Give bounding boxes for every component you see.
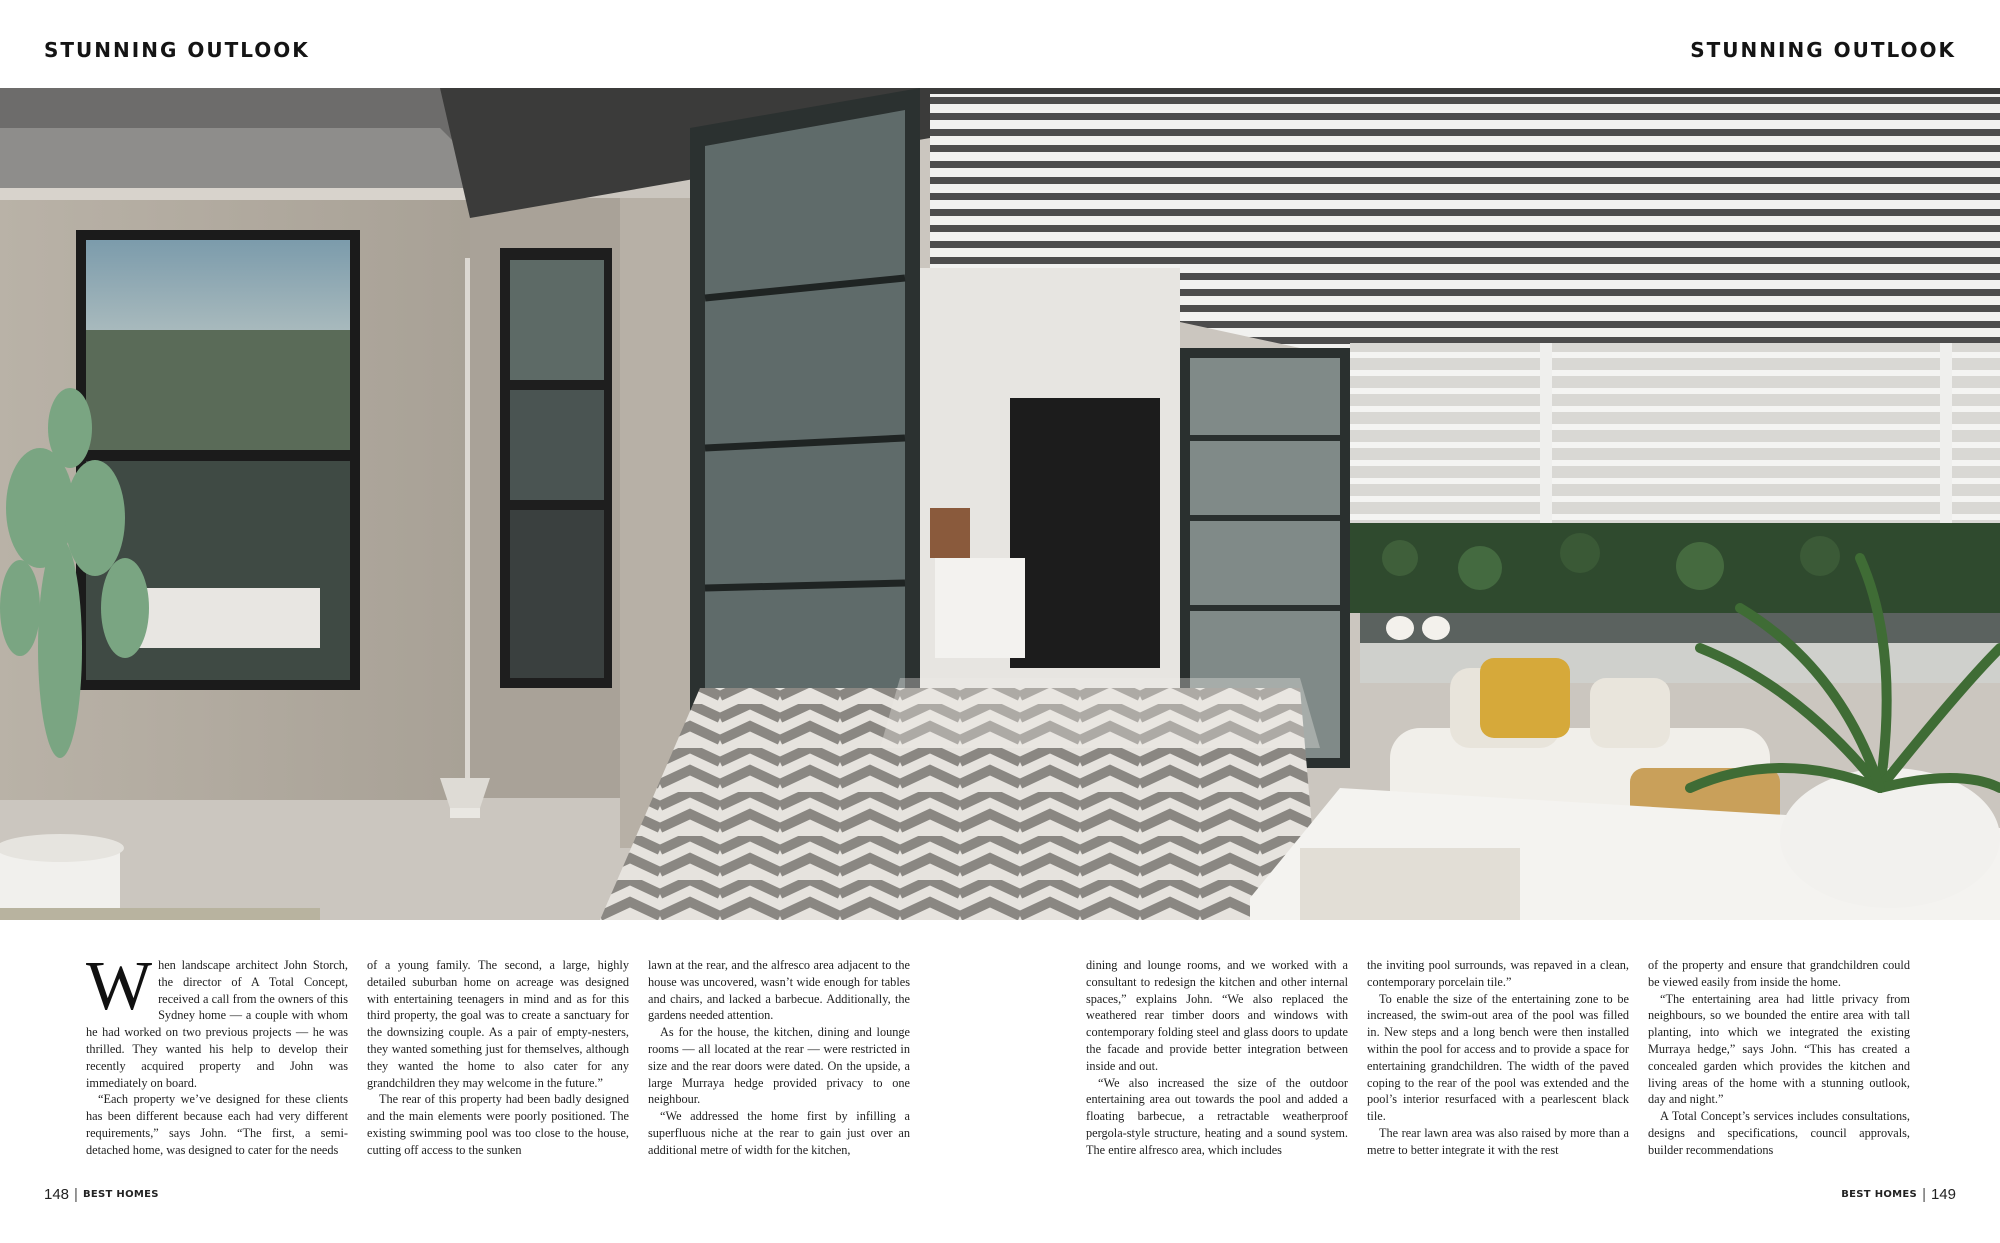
folio-separator: |: [1922, 1186, 1926, 1203]
article-paragraph: of the property and ensure that grandchildren could be viewed easily from inside the home.: [1648, 958, 1910, 989]
folio-right: [1841, 1186, 1956, 1203]
page-number: 148: [44, 1186, 70, 1203]
article-paragraph: The rear of this property had been badly designed and the main elements were poorly positioned. The existing swimming pool was too close to the house, cutting off access to the sunken: [367, 1092, 629, 1157]
article-paragraph: the inviting pool surrounds, was repaved in a clean, contemporary porcelain tile.”: [1367, 958, 1629, 989]
magazine-name: BEST HOMES: [82, 1189, 159, 1200]
article-column-2: [367, 957, 629, 1162]
article-paragraph: “Each property we’ve designed for these clients has been different because each had very different requirements,” says John. “The first, a semi-detached home, was designed to cater for the needs: [86, 1092, 348, 1157]
folio-separator: |: [74, 1186, 78, 1203]
article-column-1: [86, 957, 348, 1162]
article-column-6: [1648, 957, 1910, 1162]
article-column-5: [1367, 957, 1629, 1162]
article-paragraph: “We addressed the home first by infilling a superfluous niche at the rear to gain just over an additional metre of width for the kitchen,: [648, 1109, 910, 1157]
article-paragraph: of a young family. The second, a large, highly detailed suburban home on acreage was designed with entertaining teenagers in mind and as for this third property, the goal was to create a sanctuary for the downsizing couple. As a pair of empty-nesters, they wanted something just for themselves, although they wanted the home to also cater for any grandchildren they may welcome in the future.”: [367, 958, 629, 1090]
folio-left: [44, 1186, 159, 1203]
section-title-right: STUNNING OUTLOOK: [1690, 38, 1956, 62]
feature-photo: [0, 88, 2000, 920]
article-paragraph: When landscape architect John Storch, the director of A Total Concept, received a call from the owners of this Sydney home — a couple with whom he had worked on two previous projects — he was thrilled. They wanted his help to develop their recently acquired property and John was immediately on board.: [86, 957, 348, 1090]
page-number: 149: [1930, 1186, 1956, 1203]
article-paragraph: dining and lounge rooms, and we worked with a consultant to redesign the kitchen and other internal spaces,” explains John. “We also replaced the weathered rear timber doors and windows with contemporary folding steel and glass doors to update the facade and provide better integration between inside and out.: [1086, 958, 1348, 1073]
article-paragraph: The rear lawn area was also raised by more than a metre to better integrate it with the rest: [1367, 1125, 1629, 1157]
article-paragraph: To enable the size of the entertaining zone to be increased, the swim-out area of the pool was filled in. New steps and a long bench were then installed within the pool for access and to provide a space for entertaining grandchildren. The width of the paved coping to the rear of the pool was extended and the pool’s interior resurfaced with a pearlescent black tile.: [1367, 991, 1629, 1124]
article-paragraph: As for the house, the kitchen, dining and lounge rooms — all located at the rear — were restricted in size and the rear doors were dated. On the upside, a large Murraya hedge provided privacy to one neighbour.: [648, 1025, 910, 1107]
article-paragraph: lawn at the rear, and the alfresco area adjacent to the house was uncovered, wasn’t wide enough for tables and chairs, and lacked a barbecue. Additionally, the gardens needed attention.: [648, 958, 910, 1023]
magazine-name: BEST HOMES: [1841, 1189, 1918, 1200]
article-paragraph: “We also increased the size of the outdoor entertaining area out towards the pool and added a floating barbecue, a retractable weatherproof pergola-style structure, heating and a sound system. The entire alfresco area, which includes: [1086, 1075, 1348, 1157]
article-column-3: [648, 957, 910, 1162]
section-title-left: STUNNING OUTLOOK: [44, 38, 310, 62]
drop-cap: W: [86, 957, 153, 1025]
article-column-4: [1086, 957, 1348, 1162]
article-paragraph: “The entertaining area had little privacy from neighbours, so we bounded the entire area with tall planting, into which we integrated the existing Murraya hedge,” says John. “This has created a concealed garden which provides the kitchen and living areas of the home with a stunning outlook, day and night.”: [1648, 991, 1910, 1107]
article-paragraph: A Total Concept’s services includes consultations, designs and specifications, council approvals, builder recommendations: [1648, 1109, 1910, 1157]
